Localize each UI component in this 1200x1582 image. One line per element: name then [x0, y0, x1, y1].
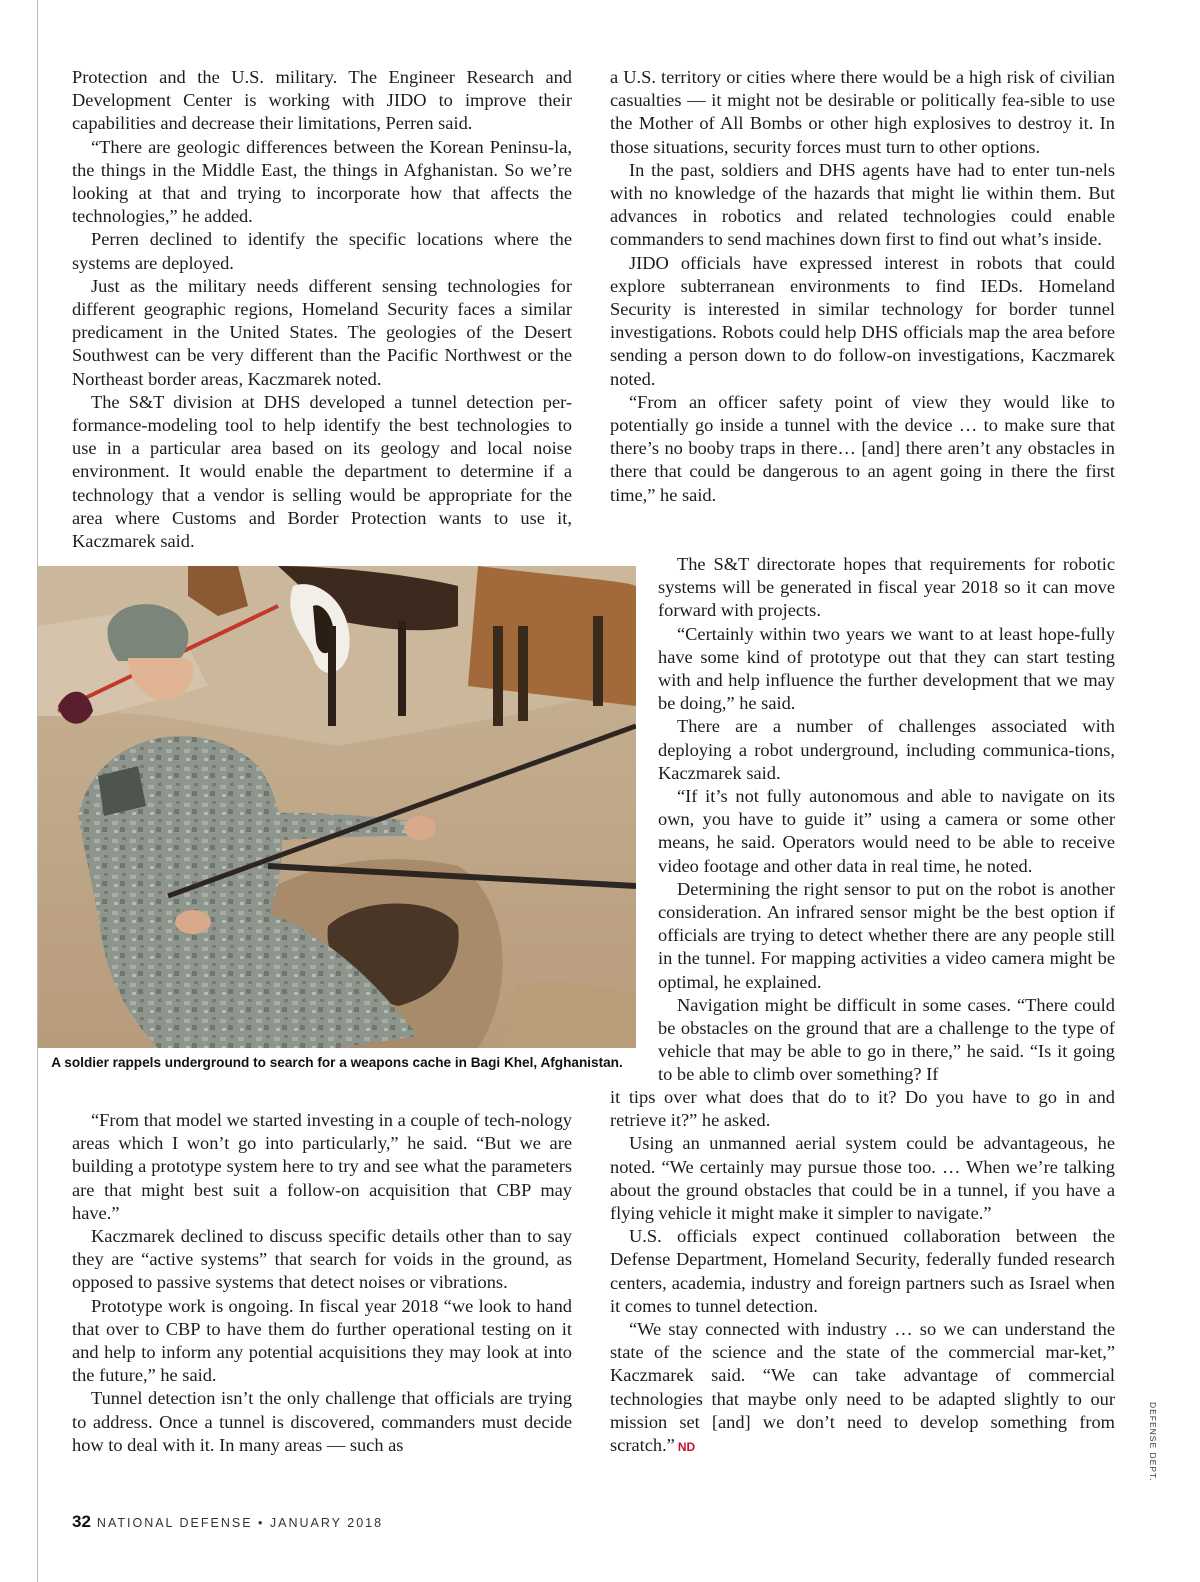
article-paragraph: Using an unmanned aerial system could be advantageous, he noted. “We certainly may pursue those too. … When we’re talking about the ground obstacles that could be in a tunnel, if you have a flying vehicle it might make it simpler to navigate.” — [610, 1133, 1115, 1224]
article-paragraph: Tunnel detection isn’t the only challenge that officials are trying to address. Once a tunnel is discovered, commanders must decide how to deal with it. In many areas — such as — [72, 1388, 572, 1455]
article-paragraph: Navigation might be difficult in some cases. “There could be obstacles on the ground that are a challenge to the type of vehicle that may be able to go in there,” he said. “Is it going to be able to climb over something? If — [658, 994, 1115, 1085]
article-photo — [38, 566, 636, 1048]
article-paragraph: In the past, soldiers and DHS agents have had to enter tun-nels with no knowledge of the hazards that might lie within them. But advances in robotics and related technologies could enable commanders to send machines down first to find out what’s inside. — [610, 159, 1115, 250]
photo-caption: A soldier rappels underground to search for a weapons cache in Bagi Khel, Afghanistan. — [51, 1055, 623, 1070]
article-paragraph: “Certainly within two years we want to at least hope-fully have some kind of prototype out that they can start testing with and help influence the further development that we may be doing,” he said. — [658, 623, 1115, 714]
article-paragraph: Protection and the U.S. military. The Engineer Research and Development Center is working with JIDO to improve their capabilities and decrease their limitations, Perren said. — [72, 67, 572, 134]
article-paragraph: “From that model we started investing in a couple of tech-nology areas which I won’t go into particularly,” he said. “But we are building a prototype system here to try and see what the parameters are that might best suit a follow-on acquisition that CBP may have.” — [72, 1110, 572, 1223]
soldier-rappelling-illustration — [38, 566, 636, 1048]
photo-credit: DEFENSE DEPT. — [1148, 1402, 1158, 1482]
article-paragraph: U.S. officials expect continued collaboration between the Defense Department, Homeland Security, federally funded research centers, academia, industry and foreign partners such as Israel when it comes to tunnel detection. — [610, 1226, 1115, 1316]
article-paragraph: Just as the military needs different sensing technologies for different geographic regions, Homeland Security faces a similar predicament in the United States. The geologies of the Desert Southwest can be very different than the Pacific Northwest or the Northeast border areas, Kaczmarek noted. — [72, 275, 572, 389]
article-paragraph: a U.S. territory or cities where there would be a high risk of civilian casualties — it might not be desirable or politically fea-sible to use the Mother of All Bombs or other high explosives to destroy it. In those situations, security forces must turn to other options. — [610, 67, 1115, 157]
article-column-right-bottom — [610, 1086, 1115, 1459]
page-footer — [72, 1512, 383, 1532]
article-paragraph: Kaczmarek declined to discuss specific details other than to say they are “active systems” that search for voids in the ground, as opposed to passive systems that detect noises or vibrations. — [72, 1226, 572, 1293]
article-paragraph: There are a number of challenges associated with deploying a robot underground, including communica-tions, Kaczmarek said. — [658, 716, 1115, 783]
article-column-right-wrap — [658, 553, 1115, 1087]
article-paragraph: “From an officer safety point of view they would like to potentially go inside a tunnel with the device … to make sure that there’s no booby traps in there… [and] there aren’t any obstacles in there that could be dangerous to an agent going in there the first time,” he said. — [610, 391, 1115, 505]
end-mark: ND — [677, 1440, 696, 1455]
article-column-right-top — [610, 66, 1115, 507]
article-paragraph: JIDO officials have expressed interest in robots that could explore subterranean environments to find IEDs. Homeland Security is interested in similar technology for border tunnel investigations. Robots could help DHS officials map the area before sending a person down to do follow-on investigations, Kaczmarek noted. — [610, 252, 1115, 389]
article-paragraph: Prototype work is ongoing. In fiscal year 2018 “we look to hand that over to CBP to have them do further operational testing on it and help to inform any potential acquisitions they may look at into the future,” he said. — [72, 1295, 572, 1386]
article-column-left-bottom — [72, 1109, 572, 1457]
article-paragraph: The S&T directorate hopes that requirements for robotic systems will be generated in fiscal year 2018 so it can move forward with projects. — [658, 554, 1115, 621]
page-number: 32 — [72, 1512, 91, 1531]
article-paragraph: Determining the right sensor to put on the robot is another consideration. An infrared sensor might be the best option if officials are trying to detect whether there are any people still in the tunnel. For mapping activities a video camera might be optimal, he explained. — [658, 878, 1115, 992]
article-paragraph: “We stay connected with industry … so we can understand the state of the science and the state of the commercial mar-ket,” Kaczmarek said. “We can take advantage of commercial technologies that maybe only need to be adapted slightly to our mission set [and] we don’t need to develop something from scratch.” ND — [610, 1319, 1115, 1456]
article-paragraph: The S&T division at DHS developed a tunnel detection per-formance-modeling tool to help identify the best technologies to use in a particular area based on its geology and local noise environment. It would enable the department to determine if a technology that a vendor is selling would be appropriate for the area where Customs and Border Protection wants to use it, Kaczmarek said. — [72, 391, 572, 552]
article-paragraph: Perren declined to identify the specific locations where the systems are deployed. — [72, 229, 572, 273]
article-paragraph: “There are geologic differences between the Korean Peninsu-la, the things in the Middle East, the things in Afghanistan. So we’re looking at that and trying to incorporate how that affects the technologies,” he added. — [72, 136, 572, 227]
running-footer: NATIONAL DEFENSE • JANUARY 2018 — [96, 1516, 384, 1530]
article-paragraph: “If it’s not fully autonomous and able to navigate on its own, you have to guide it” using a camera or some other means, he said. Operators would need to be able to receive video footage and other data in real time, he noted. — [658, 786, 1115, 876]
article-paragraph: it tips over what does that do to it? Do you have to go in and retrieve it?” he asked. — [610, 1087, 1115, 1131]
article-column-left-top — [72, 66, 572, 553]
